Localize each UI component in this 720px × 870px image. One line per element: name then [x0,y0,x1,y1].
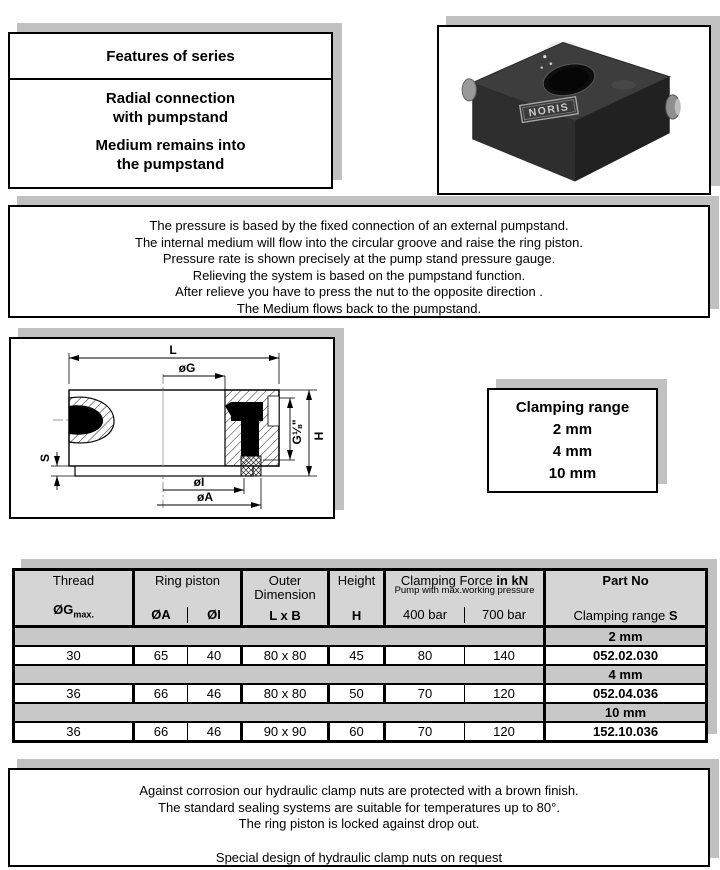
brand-label-text: NORIS [527,101,571,120]
description-line: The Medium flows back to the pumpstand. [236,300,482,316]
footer-note: Special design of hydraulic clamp nuts on request [215,849,503,865]
cross-section-drawing [11,339,333,517]
footer-notes-box [8,768,710,867]
seal-crosshatch [241,456,261,476]
cell-h: 50 [329,684,385,703]
description-line: After relieve you have to press the nut to the opposite direction . [175,284,543,299]
table-row [14,646,707,665]
cell-400bar: 70 [385,722,465,742]
clamping-range-box [487,388,658,493]
cell-lxb: 80 x 80 [242,646,329,665]
force-header: Clamping Force [400,573,493,588]
cell-thread: 36 [14,722,134,742]
feature-line: Radial connection [105,90,236,107]
description-box [8,205,710,318]
clamping-range-title: Clamping range [515,399,630,416]
clamping-range-value: 2 mm [552,421,593,438]
thread-symbol: ØG [53,602,74,618]
clamping-range-value: 4 mm [552,443,593,460]
range-10mm: 10 mm [545,703,707,722]
dim-label-di: øI [193,475,205,489]
thread-header: Thread [52,573,95,588]
ring-piston-lip [75,466,253,476]
cell-400bar: 70 [385,684,465,703]
product-photo-frame [437,25,711,195]
description-line: The pressure is based by the fixed connection of an external pumpstand. [149,218,569,233]
cell-h: 60 [329,722,385,742]
dim-label-l: L [169,343,177,357]
feature-line: Medium remains into [95,137,246,154]
description-line: The internal medium will flow into the circular groove and raise the ring piston. [135,234,583,250]
dim-label-dg: øG [178,361,196,375]
feature-line: the pumpstand [116,156,225,173]
outer-header-line1: Outer [268,573,302,588]
band-row-10mm [14,703,707,722]
ring-di-header: ØI [187,607,240,623]
thread-symbol-sub: max. [73,610,94,620]
cell-700bar: 120 [465,722,545,742]
ring-da-header: ØA [151,607,171,622]
cell-part-no: 052.04.036 [545,684,707,703]
cell-700bar: 120 [465,684,545,703]
col-ring-piston [134,570,242,627]
spec-table [12,568,708,743]
product-photo [444,32,704,188]
h-header: H [351,608,362,623]
cell-di: 46 [188,684,242,703]
part-range-s: S [668,608,678,623]
outer-header-line2: Dimension [254,587,316,602]
cell-part-no: 052.02.030 [545,646,707,665]
band-row-2mm [14,627,707,647]
features-title: Features of series [10,34,331,80]
cell-400bar: 80 [385,646,465,665]
cell-lxb: 90 x 90 [242,722,329,742]
features-box [8,32,333,189]
description-line: Relieving the system is based on the pumpstand function. [192,267,526,283]
bar-400-header: 400 bar [402,607,448,622]
part-range-header: Clamping range [573,608,669,623]
cell-thread: 36 [14,684,134,703]
cell-part-no: 152.10.036 [545,722,707,742]
cell-thread: 30 [14,646,134,665]
footer-line: Against corrosion our hydraulic clamp nuts are protected with a brown finish. [139,783,579,798]
force-note: Pump with max.working pressure [394,585,535,596]
cell-da: 66 [134,684,188,703]
table-row [14,722,707,742]
height-header: Height [337,573,376,588]
range-4mm: 4 mm [545,665,707,684]
col-height [329,570,385,627]
cell-di: 46 [188,722,242,742]
footer-line: The standard sealing systems are suitable for temperatures up to 80°. [158,799,560,815]
force-unit: in kN [496,573,529,588]
cell-da: 65 [134,646,188,665]
description-line: Pressure rate is shown precisely at the pump stand pressure gauge. [162,251,556,266]
feature-line: with pumpstand [113,109,228,126]
cell-da: 66 [134,722,188,742]
col-thread [14,570,134,627]
dim-label-s: S [38,453,52,463]
dim-label-g18: G⅛" [290,419,304,445]
dim-label-h: H [312,431,326,441]
dim-label-da: øA [197,490,213,504]
cell-lxb: 80 x 80 [242,684,329,703]
feature-radial-connection [10,89,331,127]
seal-profile [231,402,263,421]
table-header-row [14,570,707,627]
feature-medium-remains [10,136,331,174]
lxb-header: L x B [269,608,301,623]
part-no-header: Part No [602,573,649,588]
table-row [14,684,707,703]
footer-line: The ring piston is locked against drop out. [238,816,480,831]
technical-drawing-box [9,337,335,519]
left-port [462,79,476,101]
cell-h: 45 [329,646,385,665]
bar-700-header: 700 bar [464,607,543,623]
range-2mm: 2 mm [545,627,707,647]
col-clamping-force [385,570,545,627]
cell-700bar: 140 [465,646,545,665]
col-outer-dimension [242,570,329,627]
band-row-4mm [14,665,707,684]
col-part-no [545,570,707,627]
ring-piston-header: Ring piston [154,573,221,588]
clamping-range-value: 10 mm [548,465,597,482]
cell-di: 40 [188,646,242,665]
